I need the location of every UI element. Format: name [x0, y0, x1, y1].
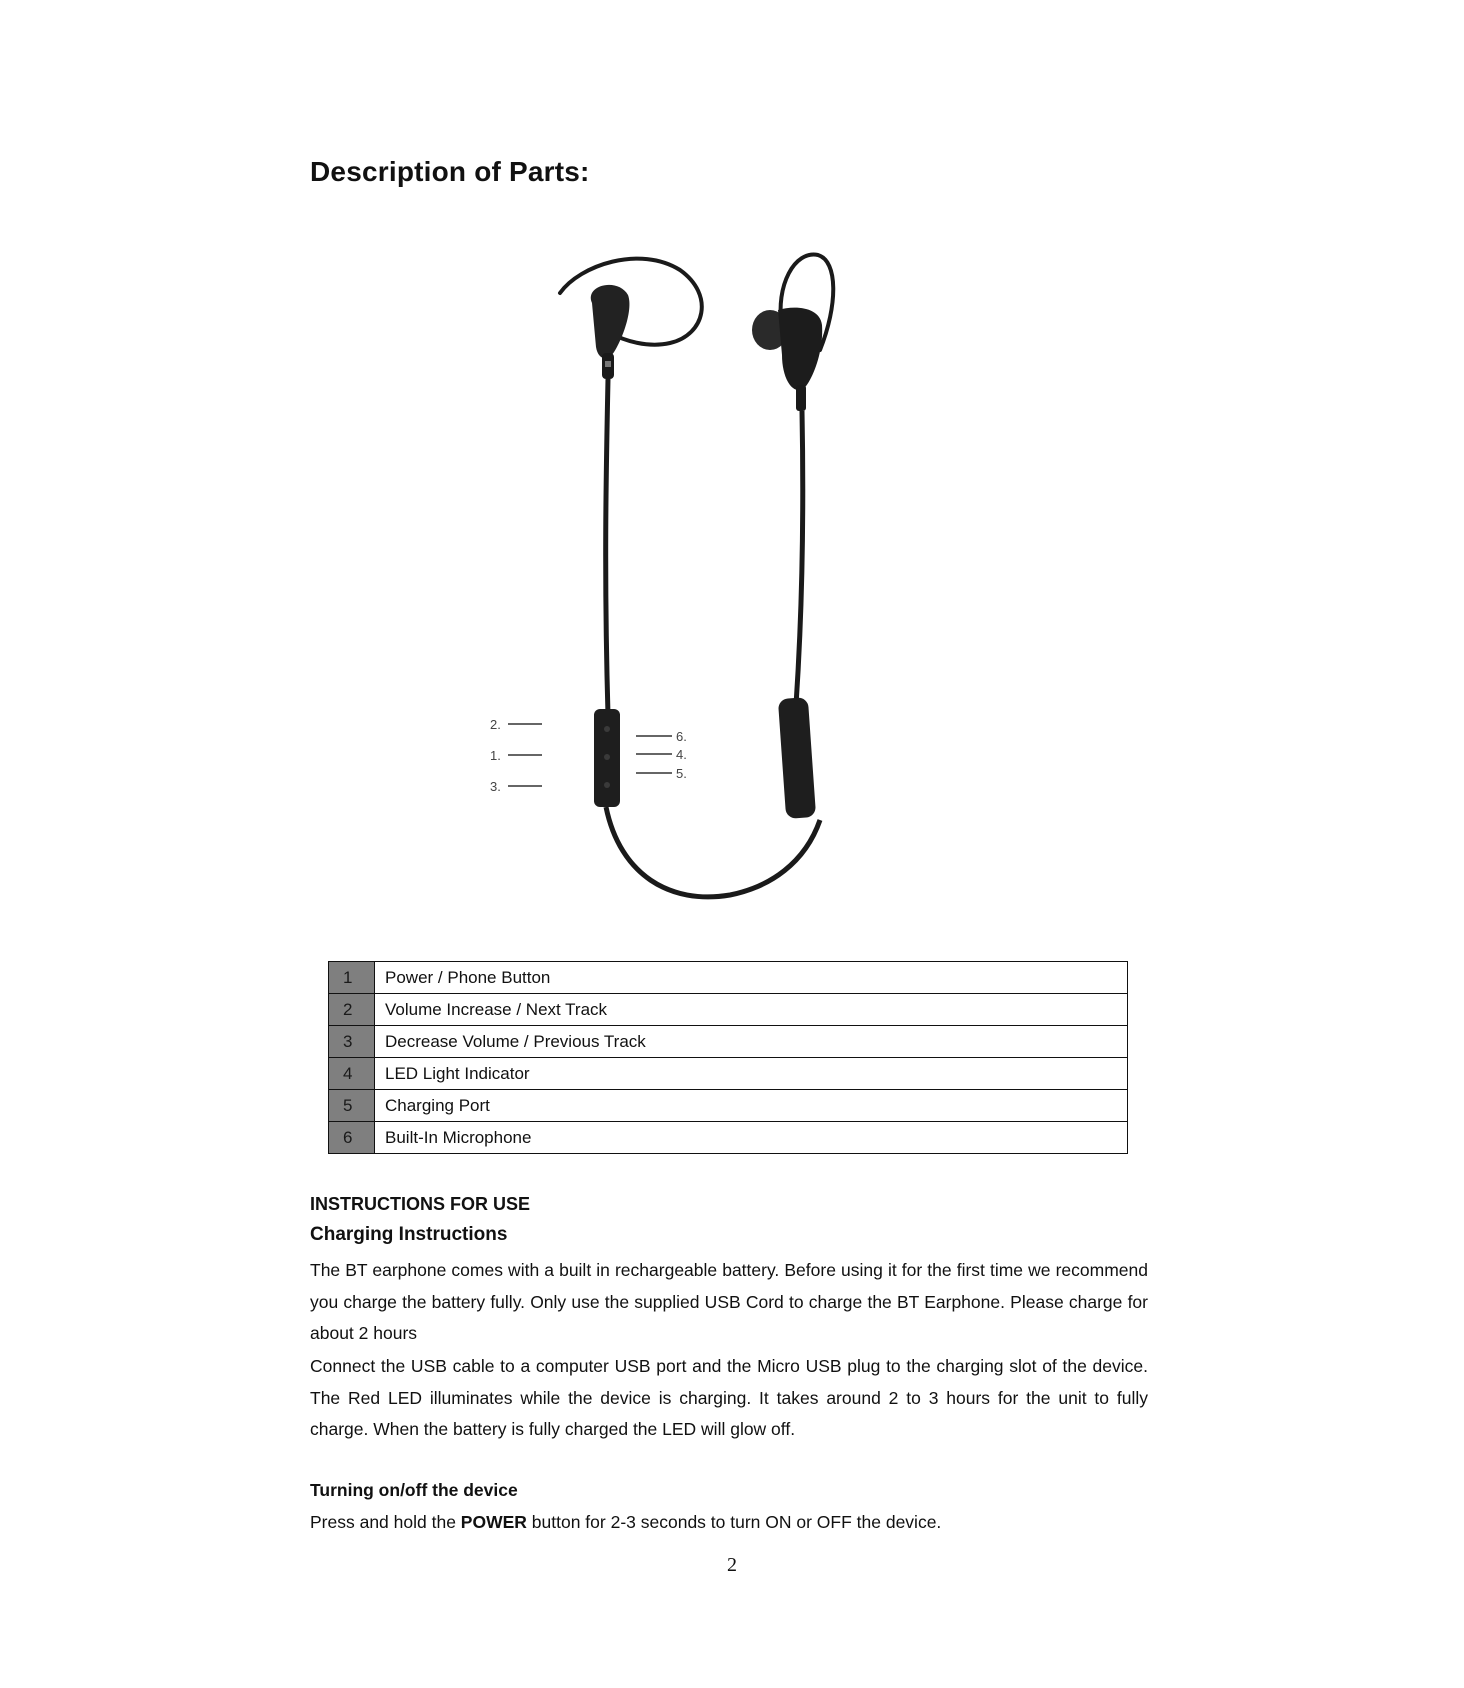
page-title: Description of Parts: [310, 156, 590, 187]
part-description: Power / Phone Button [375, 962, 1128, 994]
left-cable [606, 379, 608, 715]
part-number: 6 [329, 1122, 375, 1154]
connecting-cable [606, 807, 820, 897]
callout-6: 6. [676, 729, 687, 744]
table-row [329, 1058, 1128, 1090]
table-row [329, 962, 1128, 994]
part-description: Decrease Volume / Previous Track [375, 1026, 1128, 1058]
charging-heading: Charging Instructions [310, 1224, 508, 1245]
turning-text-post: button for 2-3 seconds to turn ON or OFF the device. [526, 1512, 942, 1532]
callout-1: 1. [490, 748, 501, 763]
callout-2: 2. [490, 717, 501, 732]
turning-heading: Turning on/off the device [310, 1480, 518, 1500]
parts-table [328, 961, 1128, 1154]
part-number: 5 [329, 1090, 375, 1122]
part-description: Volume Increase / Next Track [375, 994, 1128, 1026]
page-number: 2 [727, 1554, 737, 1576]
part-number: 4 [329, 1058, 375, 1090]
table-row [329, 1122, 1128, 1154]
part-description: Built-In Microphone [375, 1122, 1128, 1154]
turning-text-pre: Press and hold the [310, 1512, 461, 1532]
table-row [329, 994, 1128, 1026]
battery-pod [778, 697, 816, 819]
table-row [329, 1026, 1128, 1058]
turning-paragraph [310, 1507, 1148, 1539]
callout-4: 4. [676, 747, 687, 762]
table-row [329, 1090, 1128, 1122]
callout-3: 3. [490, 779, 501, 794]
part-number: 2 [329, 994, 375, 1026]
part-description: Charging Port [375, 1090, 1128, 1122]
left-earbud [591, 285, 630, 358]
part-number: 1 [329, 962, 375, 994]
callout-5: 5. [676, 766, 687, 781]
instructions-heading: INSTRUCTIONS FOR USE [310, 1194, 531, 1214]
earphone-illustration [490, 215, 920, 935]
charging-paragraph-2: Connect the USB cable to a computer USB port and the Micro USB plug to the charging slot of the device. The Red LED illuminates while the device is charging. It takes around 2 to 3 hours for the unit to fully charge. When the battery is fully charged the LED will glow off. [310, 1356, 1148, 1439]
charging-paragraph-1: The BT earphone comes with a built in rechargeable battery. Before using it for the first time we recommend you charge the battery fully. Only use the supplied USB Cord to charge the BT Earphone. Please charge for about 2 hours [310, 1260, 1148, 1343]
part-description: LED Light Indicator [375, 1058, 1128, 1090]
power-keyword: POWER [460, 1512, 527, 1532]
part-number: 3 [329, 1026, 375, 1058]
left-ear-hook [560, 259, 702, 345]
right-cable [796, 411, 803, 705]
